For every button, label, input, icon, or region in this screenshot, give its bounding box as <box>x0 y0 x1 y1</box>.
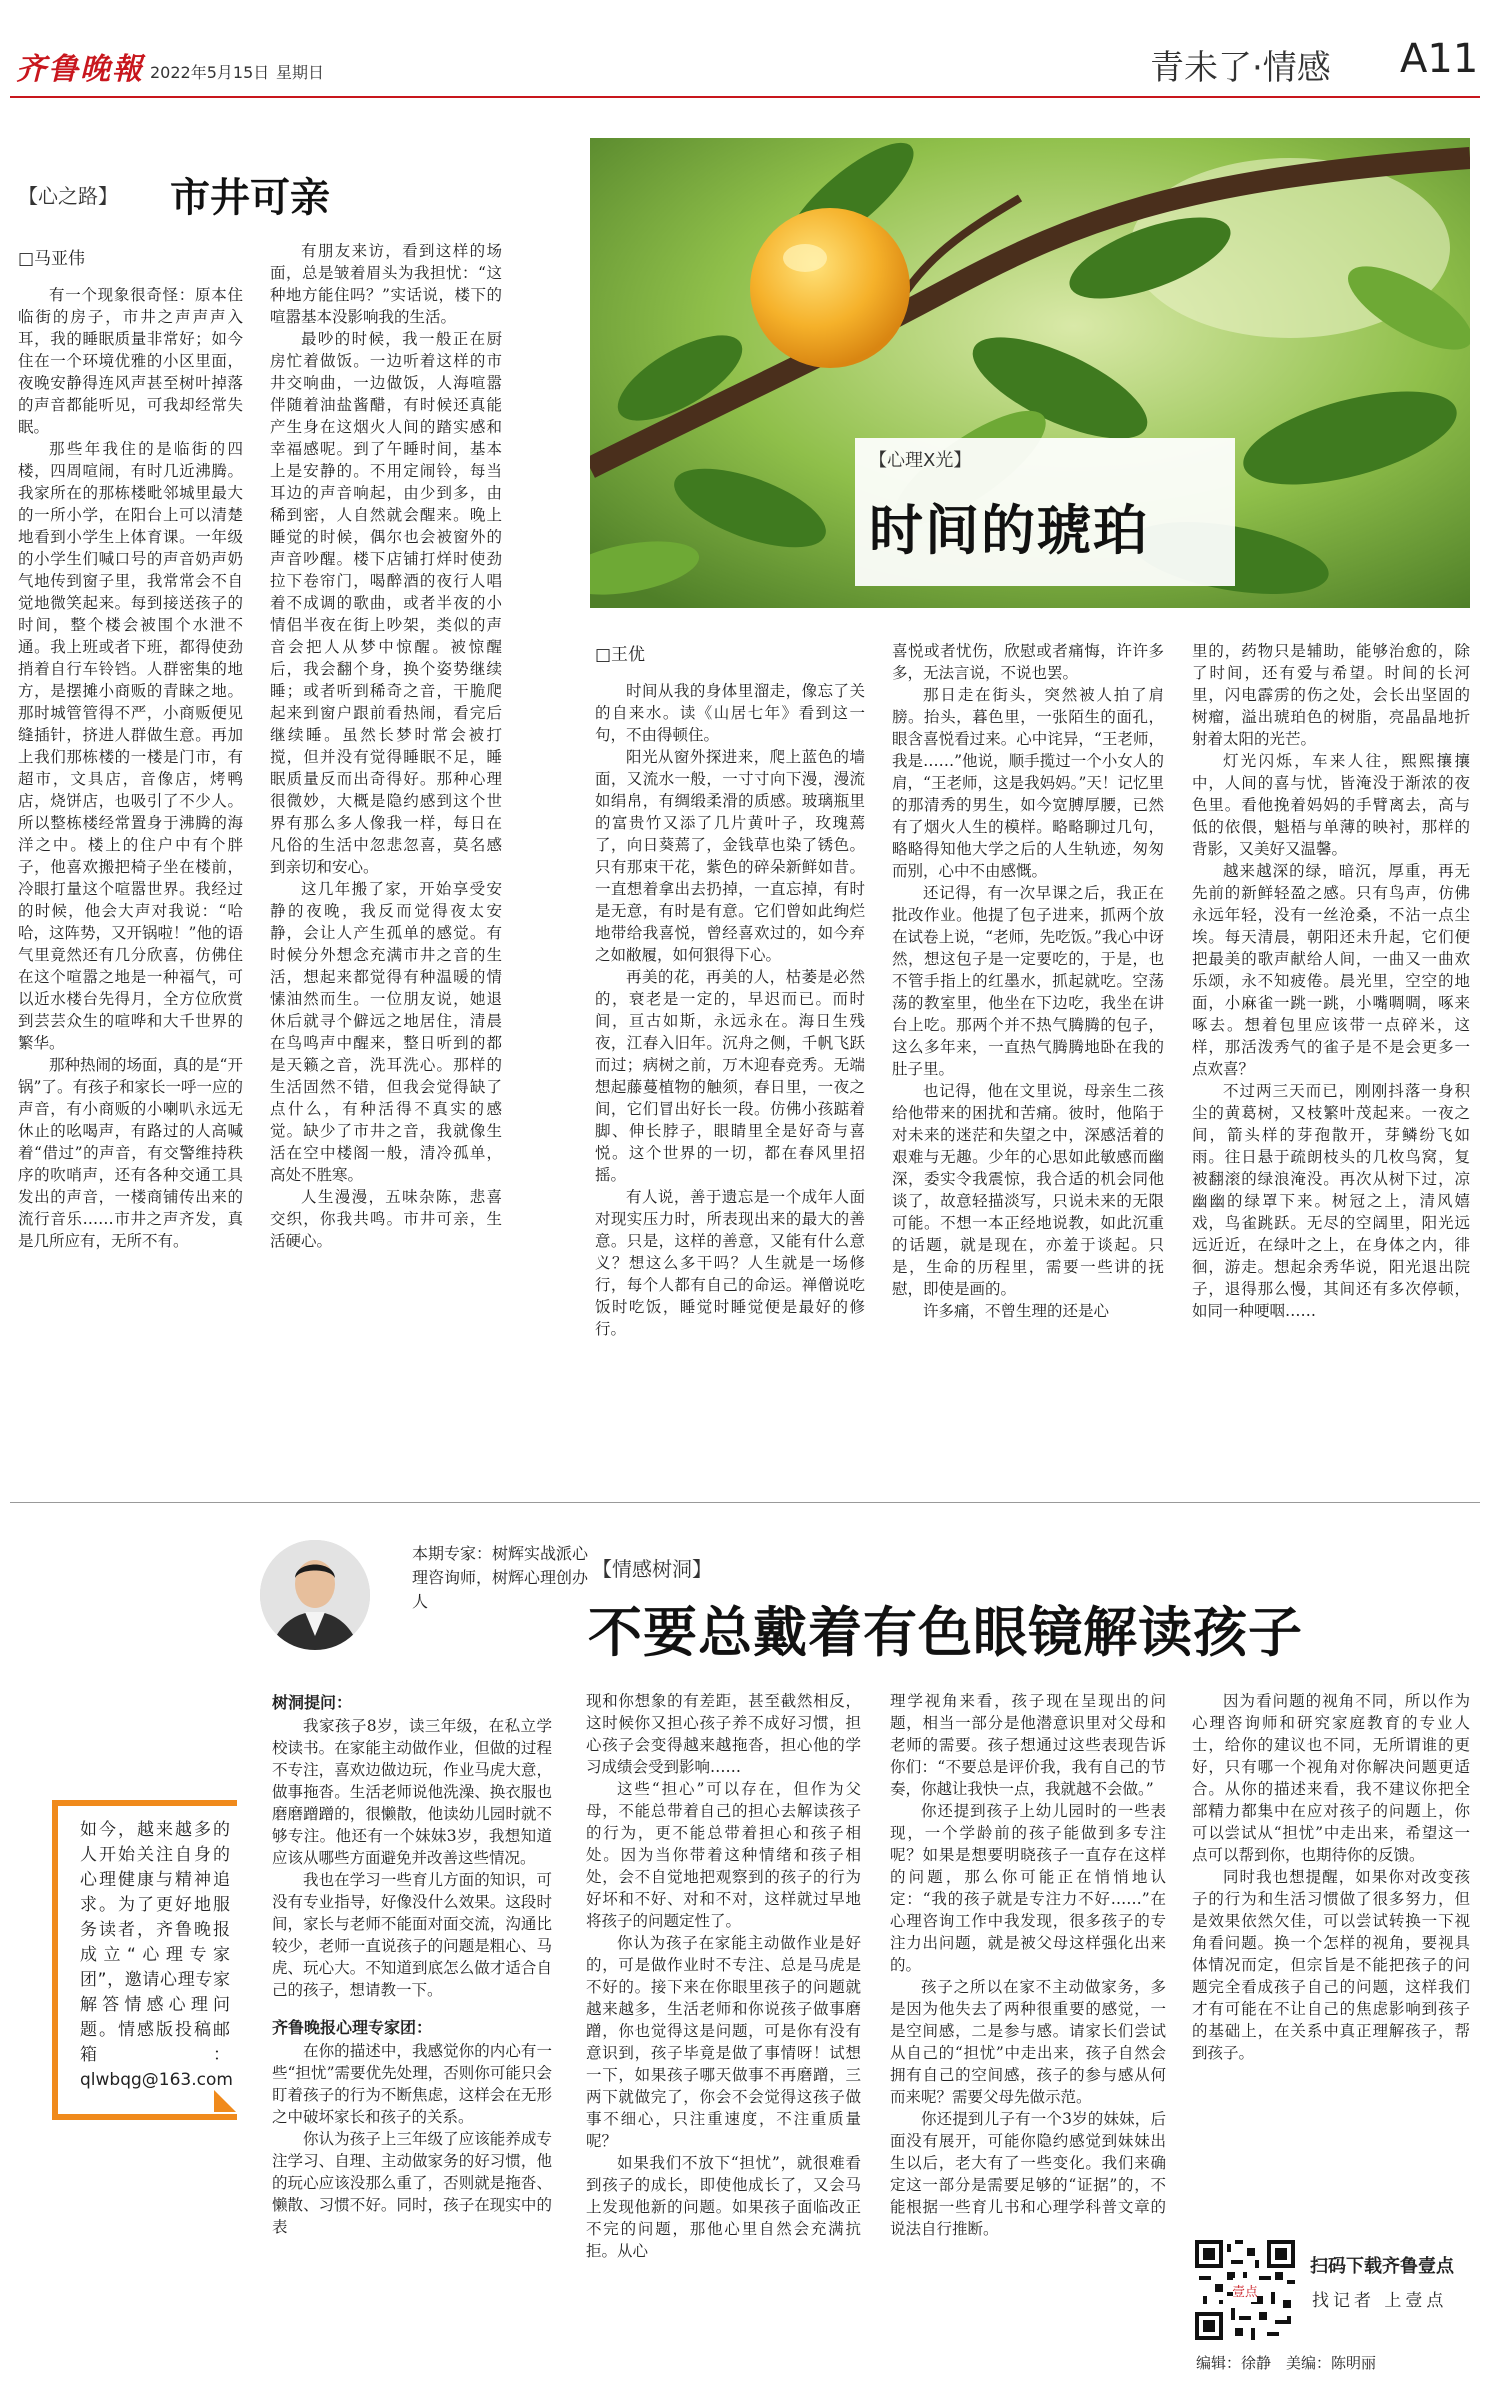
editor-note-text: 如今，越来越多的人开始关注自身的心理健康与精神追求。为了更好地服务读者，齐鲁晚报成立“心理专家团”，邀请心理专家解答情感心理问题。情感版投稿邮箱：qlwbqg@163.com <box>80 1820 233 2090</box>
page-credits: 编辑：徐静 美编：陈明丽 <box>1196 2354 1377 2372</box>
masthead <box>0 0 1488 98</box>
article1-paragraph: 那些年我住的是临街的四楼，四周喧闹，有时几近沸腾。我家所在的那栋楼毗邻城里最大的一所小学，在阳台上可以清楚地看到小学生上体育课。一年级的小学生们喊口号的声音奶声奶气地传到窗子里，我常常会不自觉地微笑起来。每到接送孩子的时间，整个楼会被围个水泄不通。我上班或者下班，都得使劲捎着自行车铃铛。人群密集的地方，是摆摊小商贩的青睐之地。那时城管管得不严，小商贩便见缝插针，挤进人群做生意。再加上我们那栋楼的一楼是门市，有超市，文具店，音像店，烤鸭店，烧饼店，也吸引了不少人。所以整栋楼经常置身于沸腾的海洋之中。楼上的住户中有个胖子，他喜欢搬把椅子坐在楼前，冷眼打量这个喧嚣世界。我经过的时候，他会大声对我说：“哈哈，这阵势，又开锅啦！”他的语气里竟然还有几分欣喜，仿佛住在这个喧嚣之地是一种福气，可以近水楼台先得月，全方位欣赏到芸芸众生的喧哗和大千世界的繁华。 <box>18 440 243 1052</box>
article2-paragraph: 灯光闪烁，车来人往，熙熙攘攘中，人间的喜与忧，皆淹没于渐浓的夜色里。看他挽着妈妈的手臂离去，高与低的依偎，魁梧与单薄的映衬，那样的背影，又美好又温馨。 <box>1192 752 1470 858</box>
article3-paragraph: 同时我也想提醒，如果你对改变孩子的行为和生活习惯做了很多努力，但是效果依然欠佳，可以尝试转换一下视角看问题。换一个怎样的视角，要视具体情况而定，但宗旨是不能把孩子的问题完全看成孩子自己的问题，这样我们才有可能在不让自己的焦虑影响到孩子的基础上，在关系中真正理解孩子，帮到孩子。 <box>1192 1868 1470 2062</box>
article1-tag: 【心之路】 <box>18 184 118 208</box>
section-name: 青未了·情感 <box>1150 48 1331 88</box>
editor-note-box <box>52 1800 237 2120</box>
answer-heading: 齐鲁晚报心理专家团： <box>272 2018 433 2037</box>
article3-column-3 <box>890 1690 1166 2390</box>
article2-paragraph: 不过两三天而已，刚刚抖落一身积尘的黄葛树，又枝繁叶茂起来。一夜之间，箭头样的芽孢散开，芽鳞纷飞如雨。往日悬于疏朗枝头的几枚鸟窝，复被翻滚的绿浪淹没。再次从树下过，凉幽幽的绿罩下来。树冠之上，清风嬉戏，鸟雀跳跃。无尽的空阔里，阳光远远近近，在绿叶之上，在身体之内，徘徊，游走。想起余秀华说，阳光退出院子，退得那么慢，其间还有多次停顿，如同一种哽咽…… <box>1192 1082 1470 1320</box>
section-divider <box>10 1502 1480 1503</box>
article1-paragraph: 最吵的时候，我一般正在厨房忙着做饭。一边听着这样的市井交响曲，一边做饭，人海喧嚣伴随着油盐酱醋，有时候还真能产生身在这烟火人间的踏实感和幸福感呢。到了午睡时间，基本上是安静的。不用定闹铃，每当耳边的声音响起，由少到多，由稀到密，人自然就会醒来。晚上睡觉的时候，偶尔也会被窗外的声音吵醒。楼下店铺打烊时使劲拉下卷帘门，喝醉酒的夜行人唱着不成调的歌曲，或者半夜的小情侣半夜在街上吵架，类似的声音会把人从梦中惊醒。被惊醒后，我会翻个身，换个姿势继续睡；或者听到稀奇之音，干脆爬起来到窗户跟前看热闹，看完后继续睡。虽然长梦时常会被打搅，但并没有觉得睡眠不足，睡眠质量反而出奇得好。那种心理很微妙，大概是隐约感到这个世界有那么多人像我一样，每日在凡俗的生活中忽悲忽喜，莫名感到亲切和安心。 <box>270 330 502 876</box>
article3-paragraph: 你认为孩子在家能主动做作业是好的，可是做作业时不专注、总是马虎是不好的。接下来在你眼里孩子的问题就越来越多，生活老师和你说孩子做事磨蹭，你也觉得这是问题，可是你有没有意识到，孩子毕竟是做了事情呀！试想一下，如果孩子哪天做事不再磨蹭，三两下就做完了，你会不会觉得这孩子做事不细心，只注重速度，不注重质量呢？ <box>586 1934 861 2150</box>
article2-paragraph: 越来越深的绿，暗沉，厚重，再无先前的新鲜轻盈之感。只有鸟声，仿佛永远年轻，没有一丝沧桑，不沾一点尘埃。每天清晨，朝阳还未升起，它们便把最美的歌声献给人间，一曲又一曲欢乐颂，永不知疲倦。晨光里，空空的地面，小麻雀一跳一跳，小嘴啁啁，啄来啄去。想着包里应该带一点碎米，这样，那活泼秀气的雀子是不是会更多一点欢喜？ <box>1192 862 1470 1078</box>
article2-column-3 <box>1192 640 1470 1455</box>
article3-column-2 <box>586 1690 861 2390</box>
article2-paragraph: 再美的花，再美的人，枯萎是必然的，衰老是一定的，早迟而已。而时间，亘古如斯，永远永在。海日生残夜，江春入旧年。沉舟之侧，千帆飞跃而过；病树之前，万木迎春竞秀。无端想起藤蔓植物的触须，春日里，一夜之间，它们冒出好长一段。仿佛小孩踮着脚、伸长脖子，眼睛里全是好奇与喜悦。这个世界的一切，都在春风里招摇。 <box>595 968 865 1184</box>
issue-weekday: 星期日 <box>276 63 325 82</box>
qr-label: 扫码下载齐鲁壹点 <box>1310 2256 1454 2277</box>
article3-paragraph: 现和你想象的有差距，甚至截然相反，这时候你又担心孩子养不成好习惯，担心孩子会变得越来越拖沓，担心他的学习成绩会受到影响…… <box>586 1692 861 1776</box>
article3-paragraph: 你认为孩子上三年级了应该能养成专注学习、自理、主动做家务的好习惯，他的玩心应该没那么重了，否则就是拖沓、懒散、习惯不好。同时，孩子在现实中的表 <box>272 2130 552 2236</box>
article3-paragraph: 因为看问题的视角不同，所以作为心理咨询师和研究家庭教育的专业人士，给你的建议也不同，无所谓谁的更好，只有哪一个视角对你解决问题更适合。从你的描述来看，我不建议你把全部精力都集中在应对孩子的问题上，你可以尝试从“担忧”中走出来，希望这一点可以帮到你，也期待你的反馈。 <box>1192 1692 1470 1864</box>
article2-paragraph: 还记得，有一次早课之后，我正在批改作业。他提了包子进来，抓两个放在试卷上说，“老师，先吃饭。”我心中讶然，想这包子是一定要吃的，于是，也不管手指上的红墨水，抓起就吃。空荡荡的教室里，他坐在下边吃，我坐在讲台上吃。那两个并不热气腾腾的包子，这么多年来，一直热气腾腾地卧在我的肚子里。 <box>892 884 1164 1078</box>
article3-paragraph: 理学视角来看，孩子现在呈现出的问题，相当一部分是他潜意识里对父母和老师的需要。孩子想通过这些表现告诉你们：“不要总是评价我，我有自己的节奏，你越让我快一点，我就越不会做。” <box>890 1692 1166 1798</box>
newspaper-logo: 齐鲁晚報 <box>16 52 144 87</box>
qr-code-icon[interactable] <box>1195 2240 1295 2340</box>
article1-paragraph: 人生漫漫，五味杂陈，悲喜交织，你我共鸣。市井可亲，生活硬心。 <box>270 1188 502 1250</box>
article2-paragraph: 那日走在街头，突然被人拍了肩膀。抬头，暮色里，一张陌生的面孔，眼含喜悦看过来。心中诧异，“王老师，我是……”他说，顺手揽过一个小女人的肩，“王老师，这是我妈妈。”天！记忆里的那清秀的男生，如今宽膊厚腰，已然有了烟火人生的模样。略略聊过几句，略略得知他大学之后的人生轨迹，匆匆而别，心中不由感慨。 <box>892 686 1164 880</box>
article3-paragraph: 这些“担心”可以存在，但作为父母，不能总带着自己的担心去解读孩子的行为，更不能总带着担心和孩子相处。因为当你带着这种情绪和孩子相处，会不自觉地把观察到的孩子的行为好坏和不好、对和不对，这样就过早地将孩子的问题定性了。 <box>586 1780 861 1930</box>
article1-column-1 <box>18 284 243 1454</box>
article2-paragraph: 许多痛，不曾生理的还是心 <box>923 1302 1110 1320</box>
page-number: A11 <box>1400 36 1479 82</box>
expert-portrait-avatar <box>260 1540 370 1650</box>
question-heading: 树洞提问： <box>272 1693 353 1712</box>
article2-column-1 <box>595 680 865 1455</box>
article2-paragraph: 阳光从窗外探进来，爬上蓝色的墙面，又流水一般，一寸寸向下漫，漫流如绢帛，有绸缎柔滑的质感。玻璃瓶里的富贵竹又添了几片黄叶子，玫瑰蔫了，向日葵蔫了，金钱草也染了锈色。只有那束干花，紫色的碎朵新鲜如昔。一直想着拿出去扔掉，一直忘掉，有时是无意，有时是有意。它们曾如此绚烂地带给我喜悦，曾经喜欢过的，如今弃之如敝履，如何狠得下心。 <box>595 748 865 964</box>
article2-title: 时间的琥珀 <box>869 498 1149 562</box>
article1-paragraph: 那种热闹的场面，真的是“开锅”了。有孩子和家长一呼一应的声音，有小商贩的小喇叭永远无休止的吆喝声，有路过的人高喊着“借过”的声音，有交警维持秩序的吹哨声，还有各种交通工具发出的声音，一楼商铺传出来的流行音乐……市井之声齐发，真是几所应有，无所不有。 <box>18 1056 243 1250</box>
article2-paragraph: 有人说，善于遗忘是一个成年人面对现实压力时，所表现出来的最大的善意。只是，这样的善意，又能有什么意义？想这么多干吗？人生就是一场修行，每个人都有自己的命运。禅僧说吃饭时吃饭，睡觉时睡觉便是最好的修行。 <box>595 1188 865 1338</box>
article3-tag: 【情感树洞】 <box>592 1557 712 1581</box>
article1-column-2 <box>270 240 502 1454</box>
article2-paragraph: 喜悦或者忧伤，欣慰或者痛悔，许许多多，无法言说，不说也罢。 <box>892 642 1164 682</box>
editor-note-arrow-icon <box>214 2090 236 2112</box>
article2-title-box <box>855 438 1235 586</box>
article3-paragraph: 孩子之所以在家不主动做家务，多是因为他失去了两种很重要的感觉，一是空间感，二是参与感。请家长们尝试从自己的“担忧”中走出来，孩子自然会拥有自己的空间感，孩子的参与感从何而来呢？需要父母先做示范。 <box>890 1978 1166 2106</box>
qr-sublabel: 找记者 上壹点 <box>1312 2291 1448 2311</box>
article2-paragraph: 里的，药物只是辅助，能够治愈的，除了时间，还有爱与希望。时间的长河里，闪电霹雳的伤之处，会长出坚固的树瘤，溢出琥珀色的树脂，亮晶晶地折射着太阳的光芒。 <box>1192 642 1470 748</box>
article2-paragraph: 时间从我的身体里溜走，像忘了关的自来水。读《山居七年》看到这一句，不由得顿住。 <box>595 682 865 744</box>
article1-paragraph: 这几年搬了家，开始享受安静的夜晚，我反而觉得夜太安静，会让人产生孤单的感觉。有时候分外想念充满市井之音的生活，想起来都觉得有种温暖的情愫油然而生。一位朋友说，她退休后就寻个僻远之地居住，清晨在鸟鸣声中醒来，整日听到的都是天籁之音，洗耳洗心。那样的生活固然不错，但我会觉得缺了点什么，有种活得不真实的感觉。缺少了市井之音，我就像生活在空中楼阁一般，清冷孤单，高处不胜寒。 <box>270 880 502 1184</box>
article2-byline: □王优 <box>595 645 646 665</box>
article3-column-1 <box>272 1690 552 2390</box>
article3-paragraph: 你还提到儿子有一个3岁的妹妹，后面没有展开，可能你隐约感觉到妹妹出生以后，老大有了一些变化。我们来确定这一部分是需要足够的“证据”的，不能根据一些育儿书和心理学科普文章的说法自行推断。 <box>890 2110 1166 2238</box>
article2-paragraph: 也记得，他在文里说，母亲生二孩给他带来的困扰和苦痛。彼时，他陷于对未来的迷茫和失望之中，深感活着的艰难与无趣。少年的心思如此敏感而幽深，委实令我震惊，我合适的机会同他谈了，故意轻描淡写，只说未来的无限可能。不想一本正经地说教，如此沉重的话题，就是现在，亦羞于谈起。只是，生命的历程里，需要一些讲的抚慰，即使是画的。 <box>892 1082 1164 1298</box>
article1-title: 市井可亲 <box>170 174 330 221</box>
qr-center-label: 壹点 <box>1232 2285 1258 2300</box>
article2-column-2 <box>892 640 1164 1455</box>
expert-box <box>260 1540 590 1650</box>
article3-paragraph: 你还提到孩子上幼儿园时的一些表现，一个学龄前的孩子能做到多专注呢？如果是想要明晓孩子一直存在这样的问题，那么你可能正在悄悄地认定：“我的孩子就是专注力不好……”在心理咨询工作中我发现，很多孩子的专注力出问题，就是被父母这样强化出来的。 <box>890 1802 1166 1974</box>
issue-date: 2022年5月15日 <box>150 63 270 82</box>
article2-tag: 【心理X光】 <box>869 450 972 471</box>
article3-title: 不要总戴着有色眼镜解读孩子 <box>588 1600 1303 1664</box>
masthead-rule <box>10 96 1480 98</box>
article1-byline: □马亚伟 <box>18 249 86 269</box>
article3-paragraph: 如果我们不放下“担忧”，就很难看到孩子的成长，即使他成长了，又会马上发现他新的问题。如果孩子面临改正不完的问题，那他心里自然会充满抗拒。从心 <box>586 2154 861 2260</box>
portrait-icon <box>260 1540 370 1650</box>
expert-label: 本期专家：树辉实战派心理咨询师，树辉心理创办人 <box>412 1544 589 1611</box>
article3-paragraph: 在你的描述中，我感觉你的内心有一些“担忧”需要优先处理，否则你可能只会盯着孩子的行为不断焦虑，这样会在无形之中破坏家长和孩子的关系。 <box>272 2042 552 2126</box>
article1-paragraph: 有朋友来访，看到这样的场面，总是皱着眉头为我担忧：“这种地方能住吗？”实话说，楼下的喧嚣基本没影响我的生活。 <box>270 242 502 326</box>
article3-paragraph: 我家孩子8岁，读三年级，在私立学校读书。在家能主动做作业，但做的过程不专注，喜欢边做边玩，作业马虎大意，做事拖沓。生活老师说他洗澡、换衣服也磨磨蹭蹭的，很懒散，他读幼儿园时就不够专注。他还有一个妹妹3岁，我想知道应该从哪些方面避免并改善这些情况。 <box>272 1717 552 1867</box>
article1-paragraph: 有一个现象很奇怪：原本住临街的房子，市井之声声声入耳，我的睡眠质量非常好；如今住在一个环境优雅的小区里面，夜晚安静得连风声甚至树叶掉落的声音都能听见，可我却经常失眠。 <box>18 286 243 436</box>
article3-column-4 <box>1192 1690 1470 2225</box>
article3-paragraph: 我也在学习一些育儿方面的知识，可没有专业指导，好像没什么效果。这段时间，家长与老师不能面对面交流，沟通比较少，老师一直说孩子的问题是粗心、马虎、玩心大。不知道到底怎么做才适合自己的孩子，想请教一下。 <box>272 1871 552 1999</box>
